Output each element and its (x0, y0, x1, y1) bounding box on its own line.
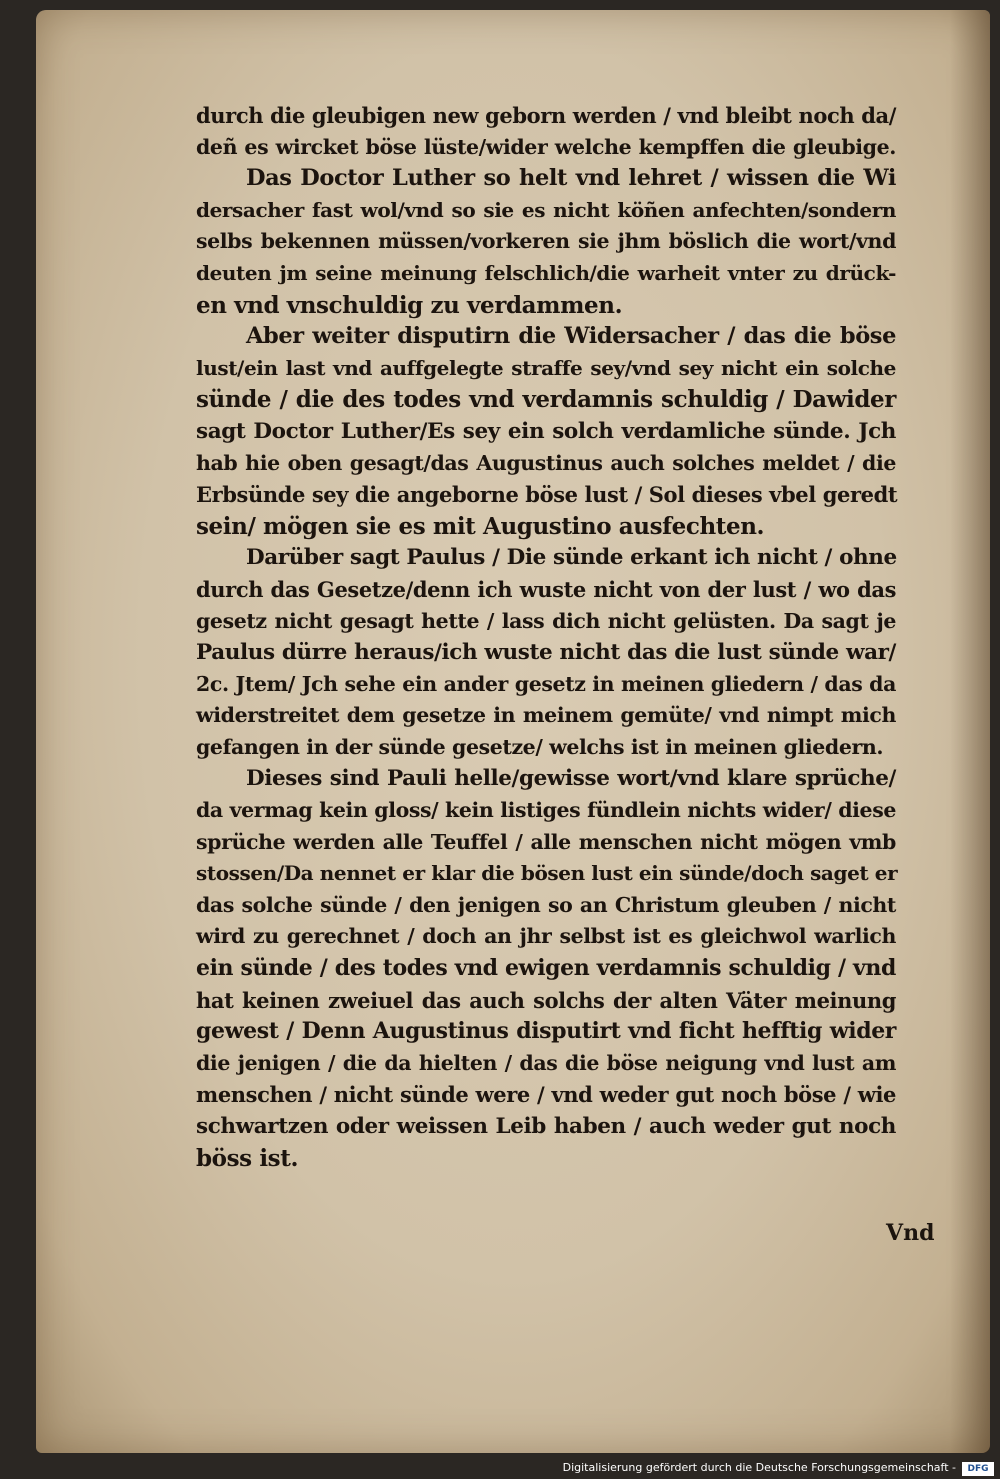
text-line: 2c. Jtem/ Jch sehe ein ander gesetz in meinen gliedern / das da (196, 671, 896, 696)
dfg-logo-icon: DFG (962, 1462, 994, 1476)
text-line: gefangen in der sünde gesetze/ welchs ist in meinen gliedern. (196, 734, 884, 759)
text-line: stossen/Da nennet er klar die bösen lust ein sünde/doch saget er (196, 861, 898, 886)
text-line: hab hie oben gesagt/das Augustinus auch solches meldet / die (196, 450, 896, 475)
text-line: menschen / nicht sünde were / vnd weder gut noch böse / wie (196, 1082, 896, 1108)
text-line: dersacher fast wol/vnd so sie es nicht köñen anfechten/sondern (196, 197, 896, 222)
text-line: sein/ mögen sie es mit Augustino ausfechten. (196, 512, 765, 540)
text-line: sagt Doctor Luther/Es sey ein solch verdamliche sünde. Jch (196, 418, 896, 444)
text-block (196, 100, 896, 1174)
text-line: ein sünde / des todes vnd ewigen verdamnis schuldig / vnd (196, 955, 896, 982)
catchword: Vnd (886, 1220, 935, 1246)
text-line: lust/ein last vnd auffgelegte straffe sey/vnd sey nicht ein solche (196, 355, 896, 380)
text-line: das solche sünde / den jenigen so an Christum gleuben / nicht (196, 892, 896, 917)
text-line: schwartzen oder weissen Leib haben / auch weder gut noch (196, 1114, 896, 1139)
text-line: en vnd vnschuldig zu verdammen. (196, 291, 623, 319)
text-line: selbs bekennen müssen/vorkeren sie jhm böslich die wort/vnd (196, 229, 896, 254)
funding-credit: Digitalisierung gefördert durch die Deutsche Forschungsgemeinschaft - (562, 1461, 956, 1474)
text-line: böss ist. (196, 1144, 299, 1172)
text-line: wird zu gerechnet / doch an jhr selbst ist es gleichwol warlich (196, 924, 896, 949)
text-line: deñ es wircket böse lüste/wider welche kempffen die gleubige. (196, 134, 896, 159)
text-line: Erbsünde sey die angeborne böse lust / Sol dieses vbel geredt (196, 482, 898, 508)
text-line: Aber weiter disputirn die Widersacher / das die böse (246, 323, 896, 350)
text-line: Dieses sind Pauli helle/gewisse wort/vnd klare sprüche/ (246, 766, 896, 792)
text-line: Das Doctor Luther so helt vnd lehret / wissen die Wi (246, 165, 896, 192)
text-line: da vermag kein gloss/ kein listiges fündlein nichts wider/ diese (196, 798, 896, 823)
text-line: gewest / Denn Augustinus disputirt vnd ficht hefftig wider (196, 1018, 896, 1045)
text-line: durch das Gesetze/denn ich wuste nicht von der lust / wo das (196, 576, 896, 602)
text-line: gesetz nicht gesagt hette / lass dich nicht gelüsten. Da sagt je (196, 608, 896, 633)
text-line: sünde / die des todes vnd verdamnis schuldig / Dawider (196, 386, 896, 414)
text-line: durch die gleubigen new geborn werden / vnd bleibt noch da/ (196, 103, 896, 128)
text-line: Paulus dürre heraus/ich wuste nicht das die lust sünde war/ (196, 640, 896, 666)
text-line: Darüber sagt Paulus / Die sünde erkant ich nicht / ohne (246, 545, 897, 571)
text-line: die jenigen / die da hielten / das die böse neigung vnd lust am (196, 1050, 896, 1075)
text-line: hat keinen zweiuel das auch solchs der alten Väter meinung (196, 987, 896, 1013)
text-line: widerstreitet dem gesetze in meinem gemüte/ vnd nimpt mich (196, 703, 896, 728)
text-line: sprüche werden alle Teuffel / alle menschen nicht mögen vmb (196, 829, 896, 854)
text-line: deuten jm seine meinung felschlich/die warheit vnter zu drück- (196, 260, 896, 285)
